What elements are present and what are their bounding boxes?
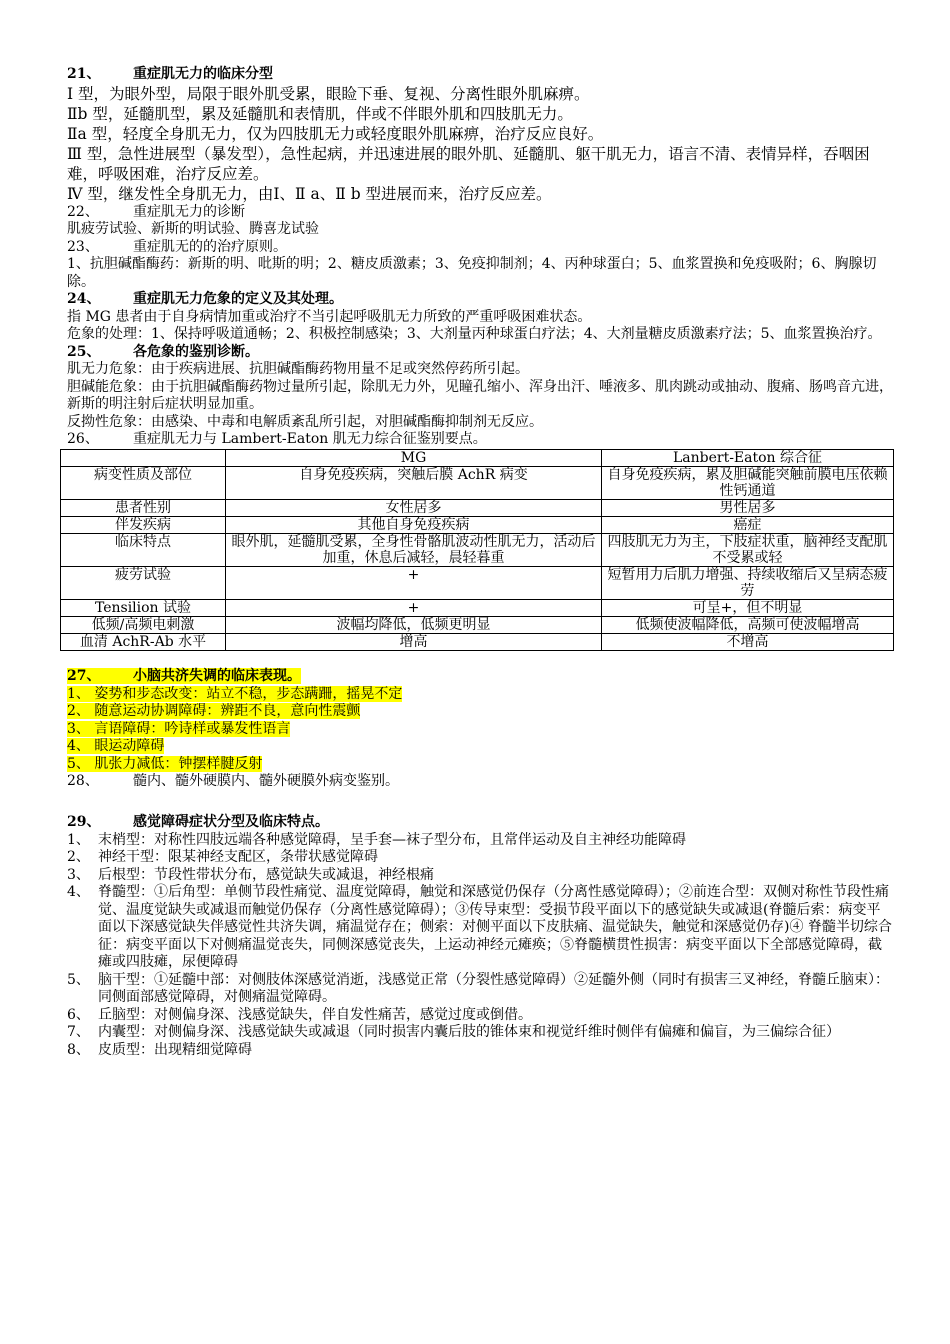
type-1-text: Ⅰ 型，为眼外型，局限于眼外肌受累，眼睑下垂、复视、分离性眼外肌麻痹。 xyxy=(67,84,590,103)
table-cell: 低频使波幅降低，高频可使波幅增高 xyxy=(602,616,894,633)
table-header-cell: Lanbert-Eaton 综合征 xyxy=(602,449,894,466)
table-header-row xyxy=(61,449,894,466)
table-cell: Tensilion 试验 xyxy=(61,599,226,616)
table-row xyxy=(61,533,894,566)
section-21-heading: 21、 重症肌无力的临床分型 xyxy=(67,66,273,82)
table-cell: 临床特点 xyxy=(61,533,226,566)
list-item: 3、 后根型：节段性带状分布，感觉缺失或减退，神经根痛 xyxy=(67,866,434,883)
table-cell: 男性居多 xyxy=(602,499,894,516)
type-4-text: Ⅳ 型，继发性全身肌无力，由Ⅰ、Ⅱ a、Ⅱ b 型进展而来，治疗反应差。 xyxy=(67,184,552,203)
table-cell: 自身免疫疾病，突触后膜 AchR 病变 xyxy=(226,466,602,499)
section-27-heading: 27、 小脑共济失调的临床表现。 xyxy=(67,668,301,684)
table-header-cell: MG xyxy=(226,449,602,466)
table-cell: 伴发疾病 xyxy=(61,516,226,533)
list-item: 4、 脊髓型：①后角型：单侧节段性痛觉、温度觉障碍，触觉和深感觉仍保存（分离性感觉障碍）；②前连合型：双侧对称性节段性痛觉、温度觉缺失或减退而触觉仍保存（分离性感觉障碍）；③传导束型：受损节段平面以下的感觉缺失或减退(脊髓后索：病变平面以下深感觉缺失伴感觉性共济失调，痛温觉存在；侧索：对侧平面以下皮肤痛、温觉缺失，触觉和深感觉仍存)④ 脊髓半切综合征：病变平面以下对侧痛温觉丧失，同侧深感觉丧失，上运动神经元瘫痪；⑤脊髓横贯性损害：病变平面以下全部感觉障碍，截瘫或四肢瘫，尿便障碍 xyxy=(67,884,892,970)
crisis-treatment: 危象的处理：1、保持呼吸道通畅；2、积极控制感染；3、大剂量丙种球蛋白疗法；4、大剂量糖皮质激素疗法；5、血浆置换治疗。 xyxy=(67,326,882,342)
table-header-cell xyxy=(61,449,226,466)
section-23-body: 1、抗胆碱酯酶药：新斯的明、吡斯的明；2、糖皮质激素；3、免疫抑制剂；4、丙种球蛋白；5、血浆置换和免疫吸附；6、胸腺切除。 xyxy=(67,256,877,290)
table-cell: 癌症 xyxy=(602,516,894,533)
table-cell: 增高 xyxy=(226,633,602,650)
list-item: 3、 言语障碍：吟诗样或暴发性语言 xyxy=(67,720,291,737)
sensory-type-list xyxy=(67,832,893,1060)
table-row xyxy=(61,599,894,616)
table-row xyxy=(61,616,894,633)
section-22-heading: 22、 重症肌无力的诊断 xyxy=(67,203,245,220)
document-page xyxy=(67,66,893,1059)
type-3-text: Ⅲ 型，急性进展型（暴发型），急性起病，并迅速进展的眼外肌、延髓肌、躯干肌无力，语言不清、表情异样，吞咽困难，呼吸困难，治疗反应差。 xyxy=(67,144,870,183)
comparison-table xyxy=(60,449,894,651)
table-row xyxy=(61,516,894,533)
table-cell: 自身免疫疾病，累及胆碱能突触前膜电压依赖性钙通道 xyxy=(602,466,894,499)
table-row xyxy=(61,633,894,650)
table-cell: 可呈+，但不明显 xyxy=(602,599,894,616)
table-cell: 血清 AchR-Ab 水平 xyxy=(61,633,226,650)
cholinergic-crisis-text: 胆碱能危象：由于抗胆碱酯酶药物过量所引起，除肌无力外，见瞳孔缩小、浑身出汗、唾液多、肌肉跳动或抽动、腹痛、肠鸣音亢进，新斯的明注射后症状明显加重。 xyxy=(67,378,893,412)
table-cell: + xyxy=(226,566,602,599)
table-row xyxy=(61,566,894,599)
table-cell: 女性居多 xyxy=(226,499,602,516)
list-item: 5、 脑干型：①延髓中部：对侧肢体深感觉消逝，浅感觉正常（分裂性感觉障碍）②延髓外侧（同时有损害三叉神经，脊髓丘脑束）：同侧面部感觉障碍，对侧痛温觉障碍。 xyxy=(67,971,889,1005)
table-cell: 疲劳试验 xyxy=(61,566,226,599)
table-cell: 不增高 xyxy=(602,633,894,650)
section-24-heading: 24、 重症肌无力危象的定义及其处理。 xyxy=(67,291,343,307)
list-item: 8、 皮质型：出现精细觉障碍 xyxy=(67,1041,252,1058)
list-item: 6、 丘脑型：对侧偏身深、浅感觉缺失，伴自发性痛苦，感觉过度或倒借。 xyxy=(67,1006,532,1023)
list-item: 4、 眼运动障碍 xyxy=(67,738,165,754)
list-item: 1、 末梢型：对称性四肢远端各种感觉障碍，呈手套—袜子型分布，且常伴运动及自主神经功能障碍 xyxy=(67,831,686,848)
myasthenic-crisis-text: 肌无力危象：由于疾病进展、抗胆碱酯酶药物用量不足或突然停药所引起。 xyxy=(67,361,529,377)
section-29-heading: 29、 感觉障碍症状分型及临床特点。 xyxy=(67,814,329,830)
section-25-heading: 25、 各危象的鉴别诊断。 xyxy=(67,343,259,360)
type-2a-text: Ⅱa 型，轻度全身肌无力，仅为四肢肌无力或轻度眼外肌麻痹，治疗反应良好。 xyxy=(67,124,604,143)
brittle-crisis-text: 反拗性危象：由感染、中毒和电解质紊乱所引起，对胆碱酯酶抑制剂无反应。 xyxy=(67,413,543,430)
table-row xyxy=(61,499,894,516)
section-28-heading: 28、 髓内、髓外硬膜内、髓外硬膜外病变鉴别。 xyxy=(67,773,399,789)
list-item: 2、 神经干型：限某神经支配区，条带状感觉障碍 xyxy=(67,849,378,865)
table-cell: 四肢肌无力为主，下肢症状重，脑神经支配肌不受累或轻 xyxy=(602,533,894,566)
table-cell: 其他自身免疫疾病 xyxy=(226,516,602,533)
section-23-heading: 23、 重症肌无的的治疗原则。 xyxy=(67,238,287,255)
table-cell: + xyxy=(226,599,602,616)
list-item: 7、 内囊型：对侧偏身深、浅感觉缺失或减退（同时损害内囊后肢的锥体束和视觉纤维时侧伴有偏瘫和偏盲，为三偏综合征） xyxy=(67,1024,840,1040)
table-cell: 短暂用力后肌力增强、持续收缩后又呈病态疲劳 xyxy=(602,566,894,599)
section-22-body: 肌疲劳试验、新斯的明试验、腾喜龙试验 xyxy=(67,221,319,237)
table-cell: 波幅均降低，低频更明显 xyxy=(226,616,602,633)
list-item: 1、 姿势和步态改变：站立不稳，步态蹒跚，摇晃不定 xyxy=(67,685,403,702)
table-cell: 患者性别 xyxy=(61,499,226,516)
crisis-definition: 指 MG 患者由于自身病情加重或治疗不当引起呼吸肌无力所致的严重呼吸困难状态。 xyxy=(67,308,592,325)
table-cell: 低频/高频电刺激 xyxy=(61,616,226,633)
table-cell: 眼外肌，延髓肌受累，全身性骨骼肌波动性肌无力，活动后加重，休息后减轻，晨轻暮重 xyxy=(226,533,602,566)
table-row xyxy=(61,466,894,499)
table-cell: 病变性质及部位 xyxy=(61,466,226,499)
list-item: 5、 肌张力减低：钟摆样腱反射 xyxy=(67,755,263,772)
type-2b-text: Ⅱb 型，延髓肌型，累及延髓肌和表情肌，伴或不伴眼外肌和四肢肌无力。 xyxy=(67,104,573,123)
list-item: 2、 随意运动协调障碍：辨距不良，意向性震颤 xyxy=(67,703,361,719)
section-26-heading: 26、 重症肌无力与 Lambert-Eaton 肌无力综合征鉴别要点。 xyxy=(67,431,487,447)
